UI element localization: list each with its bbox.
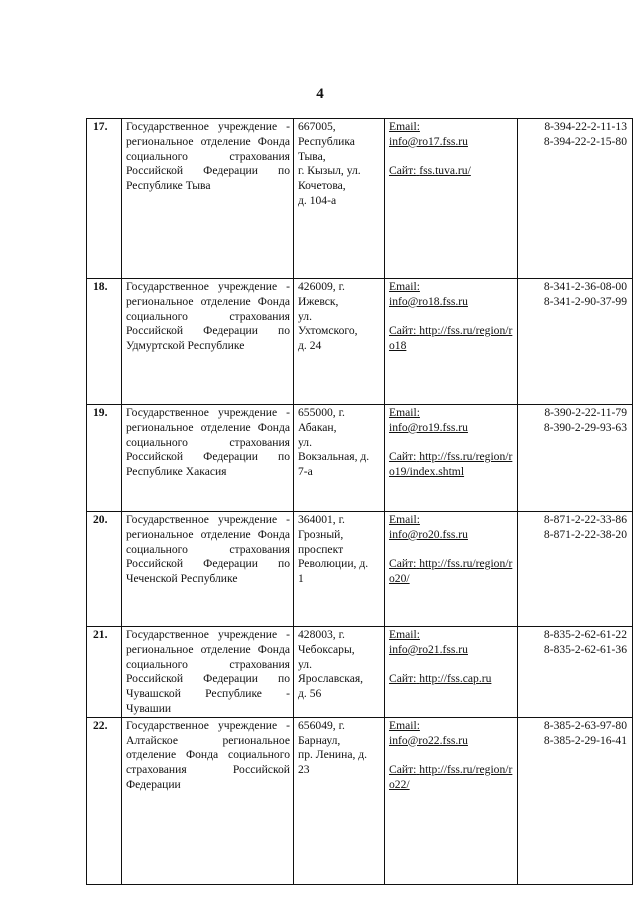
address-line: 667005, — [298, 120, 336, 133]
phones-cell — [518, 627, 633, 718]
email-link[interactable]: info@ro20.fss.ru — [389, 527, 468, 541]
organization-name: Государственное учреждение - региональное отделение Фонда социального страхования Российской Федерации по Чувашской Республике - Чувашии — [126, 628, 290, 715]
address-line: 655000, г. — [298, 406, 345, 419]
email-label: Email: — [389, 718, 420, 732]
phones-cell — [518, 279, 633, 405]
email-label: Email: — [389, 406, 420, 419]
address-line: Революции, д. — [298, 557, 369, 571]
row-number-cell — [87, 279, 122, 405]
contacts-cell — [385, 119, 518, 279]
row-number-cell — [87, 512, 122, 627]
email-link[interactable]: info@ro17.fss.ru — [389, 134, 468, 148]
organization-name: Государственное учреждение - региональное отделение Фонда социального страхования Российской Федерации по Удмуртской Республике — [126, 280, 290, 353]
site-label: Сайт: — [389, 672, 417, 686]
address-line: 656049, г. — [298, 718, 345, 732]
address-line: Чебоксары, — [298, 642, 355, 656]
site-link[interactable] — [389, 450, 514, 480]
email-label: Email: — [389, 628, 420, 641]
phone-number: 8-341-2-90-37-99 — [543, 294, 627, 308]
row-number: 22. — [93, 718, 108, 732]
address-line: д. 56 — [298, 687, 322, 701]
table-row — [87, 279, 633, 405]
table-row — [87, 627, 633, 718]
contacts-cell — [385, 512, 518, 627]
address-line: Ухтомского, — [298, 324, 358, 338]
phones-cell — [518, 405, 633, 512]
address-line: Абакан, — [298, 420, 337, 434]
organization-cell — [122, 512, 294, 627]
email-link[interactable]: info@ro18.fss.ru — [389, 294, 468, 308]
organization-cell — [122, 405, 294, 512]
organization-name: Государственное учреждение - региональное отделение Фонда социального страхования Российской Федерации по Чеченской Республике — [126, 513, 290, 586]
address-line: ул. — [298, 435, 312, 449]
contacts-cell — [385, 627, 518, 718]
contacts-cell — [385, 405, 518, 512]
page-number: 4 — [316, 86, 324, 102]
phones-cell — [518, 717, 633, 884]
site-link[interactable] — [389, 324, 514, 354]
site-link[interactable] — [389, 557, 514, 587]
row-number: 18. — [93, 280, 108, 293]
phone-number: 8-394-22-2-11-13 — [544, 120, 627, 133]
site-label: Сайт: — [389, 450, 417, 464]
address-cell — [294, 119, 385, 279]
row-number-cell — [87, 627, 122, 718]
table-row — [87, 405, 633, 512]
row-number-cell — [87, 119, 122, 279]
phone-number: 8-390-2-22-11-79 — [544, 406, 627, 419]
address-line: Ярославская, — [298, 672, 364, 686]
site-label: Сайт: — [389, 164, 417, 178]
row-number: 17. — [93, 120, 108, 133]
address-cell — [294, 512, 385, 627]
phone-number: 8-385-2-63-97-80 — [543, 718, 627, 732]
organization-cell — [122, 119, 294, 279]
row-number: 19. — [93, 406, 108, 419]
site-link[interactable] — [389, 164, 514, 179]
organization-name: Государственное учреждение - региональное отделение Фонда социального страхования Российской Федерации по Республике Тыва — [126, 120, 290, 193]
email-link[interactable]: info@ro22.fss.ru — [389, 733, 468, 747]
address-line: Республика — [298, 134, 355, 148]
site-label: Сайт: — [389, 557, 417, 571]
address-line: г. Кызыл, ул. — [298, 164, 361, 178]
address-cell — [294, 717, 385, 884]
address-line: Грозный, — [298, 527, 344, 541]
phone-number: 8-390-2-29-93-63 — [543, 420, 627, 434]
row-number-cell — [87, 717, 122, 884]
phone-number: 8-835-2-62-61-36 — [543, 642, 627, 656]
site-label: Сайт: — [389, 763, 417, 777]
address-line: 1 — [298, 572, 304, 586]
address-line: Тыва, — [298, 149, 326, 163]
table-row — [87, 512, 633, 627]
address-line: пр. Ленина, д. — [298, 748, 368, 762]
site-url: http://fss.ru/region/ro18 — [389, 324, 513, 353]
address-line: Кочетова, — [298, 179, 346, 193]
table-row — [87, 119, 633, 279]
address-cell — [294, 405, 385, 512]
address-line: 426009, г. — [298, 280, 345, 293]
address-line: ул. — [298, 657, 312, 671]
address-line: Вокзальная, д. — [298, 450, 370, 464]
address-line: 23 — [298, 763, 310, 777]
organization-name: Государственное учреждение - региональное отделение Фонда социального страхования Российской Федерации по Республике Хакасия — [126, 406, 290, 479]
row-number: 20. — [93, 513, 108, 526]
phone-number: 8-385-2-29-16-41 — [543, 733, 627, 747]
site-link[interactable] — [389, 672, 514, 687]
address-line: Барнаул, — [298, 733, 341, 747]
address-line: ул. — [298, 309, 312, 323]
address-line: Ижевск, — [298, 294, 339, 308]
organization-name: Государственное учреждение - Алтайское региональное отделение Фонда социального страхования Российской Федерации — [126, 718, 290, 791]
site-url: http://fss.ru/region/ro22/ — [389, 763, 513, 791]
address-cell — [294, 279, 385, 405]
email-label: Email: — [389, 280, 420, 293]
site-url: http://fss.cap.ru — [419, 672, 492, 686]
contacts-cell — [385, 717, 518, 884]
row-number: 21. — [93, 628, 108, 641]
table-row — [87, 717, 633, 884]
phones-cell — [518, 119, 633, 279]
address-line: д. 24 — [298, 339, 322, 353]
email-link[interactable]: info@ro19.fss.ru — [389, 420, 468, 434]
address-line: 7-а — [298, 465, 313, 479]
address-line: д. 104-а — [298, 193, 337, 207]
phone-number: 8-394-22-2-15-80 — [543, 134, 627, 148]
row-number-cell — [87, 405, 122, 512]
fss-offices-table — [86, 118, 633, 885]
address-line: проспект — [298, 542, 344, 556]
site-url: http://fss.ru/region/ro19/index.shtml — [389, 450, 513, 479]
organization-cell — [122, 279, 294, 405]
address-cell — [294, 627, 385, 718]
site-url: http://fss.ru/region/ro20/ — [389, 557, 513, 586]
address-line: 428003, г. — [298, 628, 345, 641]
contacts-cell — [385, 279, 518, 405]
phone-number: 8-871-2-22-38-20 — [543, 527, 627, 541]
phone-number: 8-871-2-22-33-86 — [543, 513, 627, 526]
site-label: Сайт: — [389, 324, 417, 338]
phone-number: 8-341-2-36-08-00 — [543, 280, 627, 293]
organization-cell — [122, 627, 294, 718]
email-label: Email: — [389, 120, 420, 133]
email-link[interactable]: info@ro21.fss.ru — [389, 642, 468, 656]
phone-number: 8-835-2-62-61-22 — [543, 628, 627, 641]
address-line: 364001, г. — [298, 513, 345, 526]
email-label: Email: — [389, 513, 420, 526]
organization-cell — [122, 717, 294, 884]
site-url: fss.tuva.ru/ — [419, 164, 471, 178]
phones-cell — [518, 512, 633, 627]
site-link[interactable] — [389, 763, 514, 793]
